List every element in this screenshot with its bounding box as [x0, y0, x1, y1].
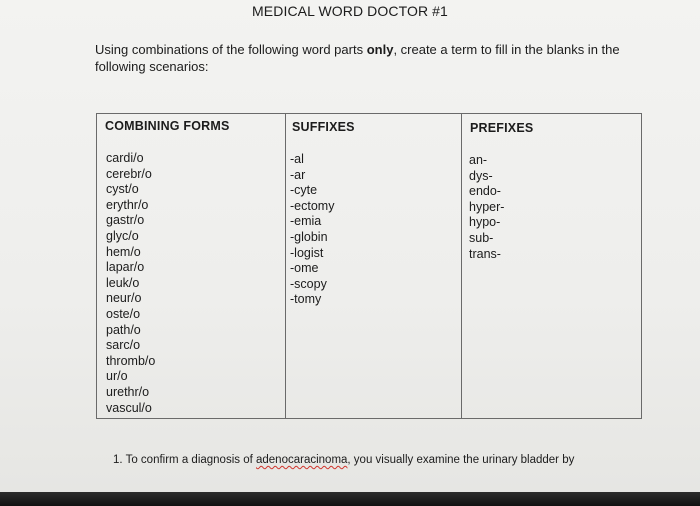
word-part-item: hem/o [106, 244, 141, 259]
word-part-item: lapar/o [106, 260, 145, 275]
question-number: 1. [113, 454, 123, 466]
word-part-item: sub- [469, 230, 494, 245]
prefixes-list [469, 153, 504, 262]
word-part-item: thromb/o [106, 353, 156, 368]
word-part-item: glyc/o [106, 228, 139, 243]
prefixes-column [461, 114, 641, 418]
word-part-item: -logist [290, 245, 324, 260]
suffixes-list [290, 152, 334, 308]
word-part-item: -scopy [290, 276, 327, 291]
word-part-item: -tomy [290, 292, 322, 307]
word-part-item: path/o [106, 322, 141, 337]
word-part-item: neur/o [106, 291, 142, 306]
word-part-item: cardi/o [106, 151, 144, 165]
bottom-edge-bar [0, 492, 700, 506]
combining-forms-header: COMBINING FORMS [105, 119, 230, 133]
word-part-item: leuk/o [106, 275, 140, 290]
word-part-item: -emia [290, 214, 322, 229]
misspelled-term: adenocaracinoma [256, 454, 348, 466]
word-part-item: -al [290, 152, 304, 166]
word-part-item: -ectomy [290, 198, 335, 213]
word-part-item: sarc/o [106, 338, 141, 353]
instructions-bold-word: only [366, 42, 394, 57]
word-part-item: -cyte [290, 183, 318, 198]
prefixes-header: PREFIXES [470, 121, 534, 135]
word-part-item: -globin [290, 229, 328, 244]
suffixes-column [285, 114, 461, 418]
word-part-item: trans- [469, 246, 501, 261]
word-part-item: hypo- [469, 215, 501, 230]
instructions-paragraph [95, 41, 655, 75]
word-part-item: vascul/o [106, 400, 152, 415]
question-text-start: To confirm a diagnosis of [125, 454, 256, 466]
word-part-item: dys- [469, 168, 493, 183]
word-part-item: cyst/o [106, 182, 139, 197]
word-part-item: -ome [290, 261, 319, 276]
combining-forms-list [106, 151, 155, 416]
word-part-item: an- [469, 153, 488, 167]
word-part-item: hyper- [469, 199, 505, 214]
instructions-text-start: Using combinations of the following word parts [95, 42, 367, 57]
word-parts-table [96, 113, 642, 419]
word-part-item: endo- [469, 184, 501, 199]
suffixes-header: SUFFIXES [292, 120, 355, 134]
question-1 [113, 454, 673, 466]
instructions-text-end: , create a term to fill in the blanks in the following scenarios: [95, 42, 620, 74]
combining-forms-column [97, 114, 285, 418]
word-part-item: urethr/o [106, 384, 150, 399]
word-part-item: gastr/o [106, 213, 145, 228]
word-part-item: -ar [290, 167, 306, 182]
word-part-item: ur/o [106, 369, 128, 384]
word-part-item: erythr/o [106, 197, 149, 212]
word-part-item: cerebr/o [106, 166, 152, 181]
word-part-item: oste/o [106, 306, 141, 321]
page-title: MEDICAL WORD DOCTOR #1 [252, 3, 448, 19]
question-text-end: , you visually examine the urinary bladder by [347, 454, 575, 466]
